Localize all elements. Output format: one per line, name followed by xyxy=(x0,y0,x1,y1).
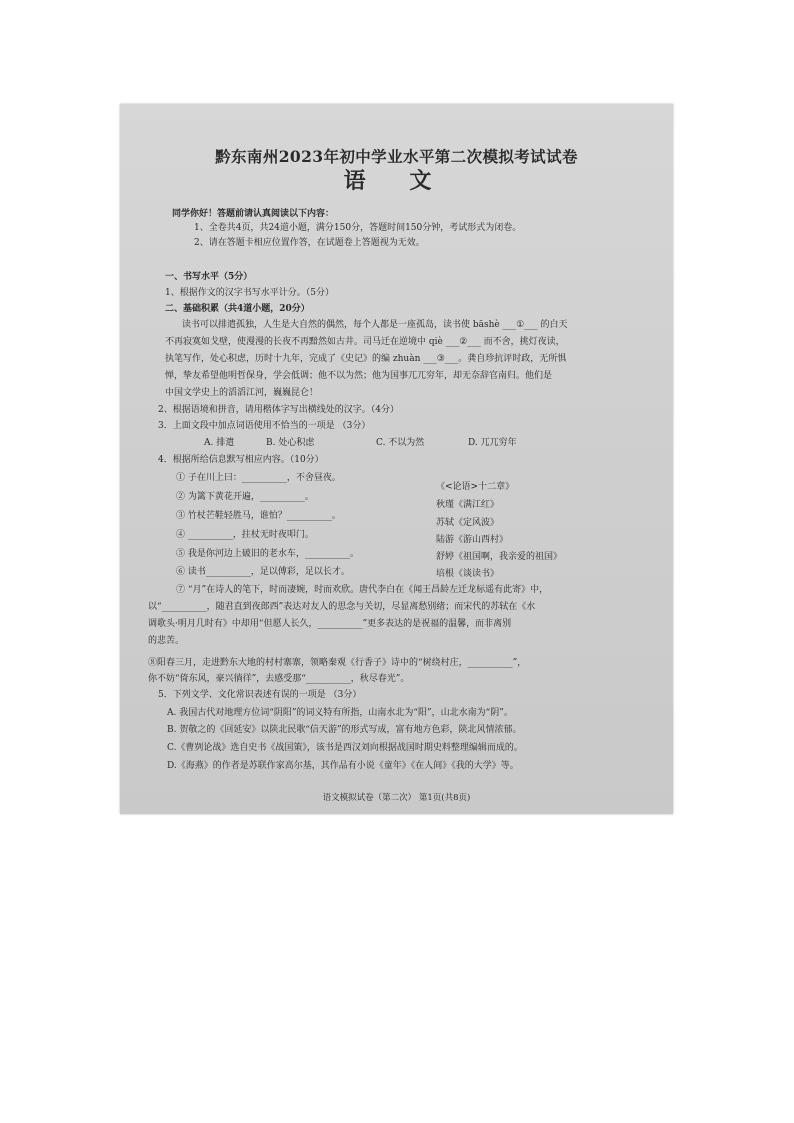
question-3: 3．上面文段中加点词语使用不恰当的一项是 （3分） xyxy=(158,421,371,431)
exam-title: 黔东南州2023年初中学业水平第二次模拟考试试卷 xyxy=(215,147,578,166)
passage-line-4: 惮，挚友希望他明哲保身，学会低调；他不以为然；他为国事兀兀穷年，却无奈辞官南归。他们是 xyxy=(165,371,553,381)
q4-item-1: ① 子在川上曰：__________，不舍昼夜。 xyxy=(176,473,341,483)
q4-item-8-line-2: 你不妨“倚东风，豪兴徜徉”，去感受那“__________，秋尽春光”。 xyxy=(148,674,410,684)
q5-option-a: A. 我国古代对地理方位词“阴阳”的词义特有所指，山南水北为“阳”，山北水南为“阴”。 xyxy=(167,708,513,718)
q4-item-7-line-1: ⑦ “月”在诗人的笔下，时而凄婉，时而欢欣。唐代李白在《闻王昌龄左迁龙标遥有此寄》中， xyxy=(176,585,549,595)
question-5: 5．下列文学、文化常识表述有误的一项是 （3分） xyxy=(158,690,362,700)
question-2: 2、根据语境和拼音，请用楷体字写出横线处的汉字。（4分） xyxy=(158,405,399,415)
q3-option-b: B. 处心积虑 xyxy=(266,438,315,448)
section-2-heading: 二、基础积累（共4道小题，20分） xyxy=(165,304,310,314)
passage-line-2: 不再寂寞如戈壁，使漫漫的长夜不再黯然如古井。司马迁在逆境中 qiè ___②___ 而不舍，挑灯夜读， xyxy=(165,337,565,347)
q4-item-4: ④ __________，拄杖无时夜叩门。 xyxy=(176,530,314,540)
page-footer: 语文模拟试卷（第二次） 第1页(共8页) xyxy=(322,793,471,803)
q4-item-7-line-3: 调歌头·明月几时有》中却用“但愿人长久，__________”更多表达的是祝福的温馨，而非离别 xyxy=(148,619,512,629)
q4-item-3: ③ 竹杖芒鞋轻胜马，谁怕？__________。 xyxy=(176,511,341,521)
q4-item-6: ⑥ 读书__________，足以傅彩，足以长才。 xyxy=(176,567,350,577)
passage-line-5: 中国文学史上的滔滔江河，巍巍昆仑！ xyxy=(165,388,319,398)
q4-source-6: 培根《谈读书》 xyxy=(436,569,500,579)
q5-option-c: C.《曹刿论战》选自史书《战国策》，该书是西汉刘向根据战国时期史料整理编辑而成的。 xyxy=(167,743,523,753)
q4-item-7-line-4: 的悲苦。 xyxy=(148,636,185,646)
q4-source-2: 秋瑾《满江红》 xyxy=(436,500,500,510)
q4-source-1: 《<论语>十二章》 xyxy=(436,482,515,492)
q4-item-7-line-2: 以“__________，随君直到夜郎西”表达对友人的思念与关切，尽显离愁别绪；而宋代的苏轼在《水 xyxy=(148,602,536,612)
passage-line-3: 执笔写作，处心积虑，历时十九年，完成了《史记》的编 zhuàn ___③___。龚自珍抗评时政，无所惧 xyxy=(165,354,567,364)
q4-source-3: 苏轼《定风波》 xyxy=(436,518,500,528)
q3-option-a: A. 排遣 xyxy=(204,438,235,448)
q4-source-4: 陆游《游山西村》 xyxy=(436,535,509,545)
q4-source-5: 舒婷《祖国啊，我亲爱的祖国》 xyxy=(436,552,563,562)
q3-option-c: C. 不以为然 xyxy=(376,438,425,448)
notice-item-2: 2、请在答题卡相应位置作答，在试题卷上答题视为无效。 xyxy=(194,238,425,248)
q4-item-5: ⑤ 我是你河边上破旧的老水车，__________。 xyxy=(176,549,359,559)
notice-item-1: 1、全卷共4页，共24道小题，满分150分，答题时间150分钟，考试形式为闭卷。 xyxy=(194,223,522,233)
question-4: 4．根据所给信息默写相应内容。（10分） xyxy=(158,455,324,465)
question-1: 1、根据作文的汉字书写水平计分。（5分） xyxy=(165,288,334,298)
q3-option-d: D. 兀兀穷年 xyxy=(468,438,517,448)
q4-item-8-line-1: ⑧阳春三月，走进黔东大地的村村寨寨，领略秦观《行香子》诗中的“树绕村庄，__________”， xyxy=(148,658,527,668)
q5-option-b: B. 贺敬之的《回延安》以陕北民歌“信天游”的形式写成，富有地方色彩，陕北风情浓郁。 xyxy=(167,725,522,735)
passage-line-1: 读书可以排遣孤独，人生是大自然的偶然，每个人都是一座孤岛，读书使 bāshè ___①___ 的白天 xyxy=(182,320,568,330)
subject-title: 语 文 xyxy=(343,168,450,194)
exam-paper xyxy=(120,104,673,814)
q4-item-2: ② 为篱下黄花开遍，__________。 xyxy=(176,492,314,502)
q5-option-d: D.《海燕》的作者是苏联作家高尔基，其作品有小说《童年》《在人间》《我的大学》等。 xyxy=(167,761,519,771)
section-1-heading: 一、书写水平（5分） xyxy=(165,272,253,282)
notice-heading: 同学你好！答题前请认真阅读以下内容： xyxy=(172,209,335,219)
